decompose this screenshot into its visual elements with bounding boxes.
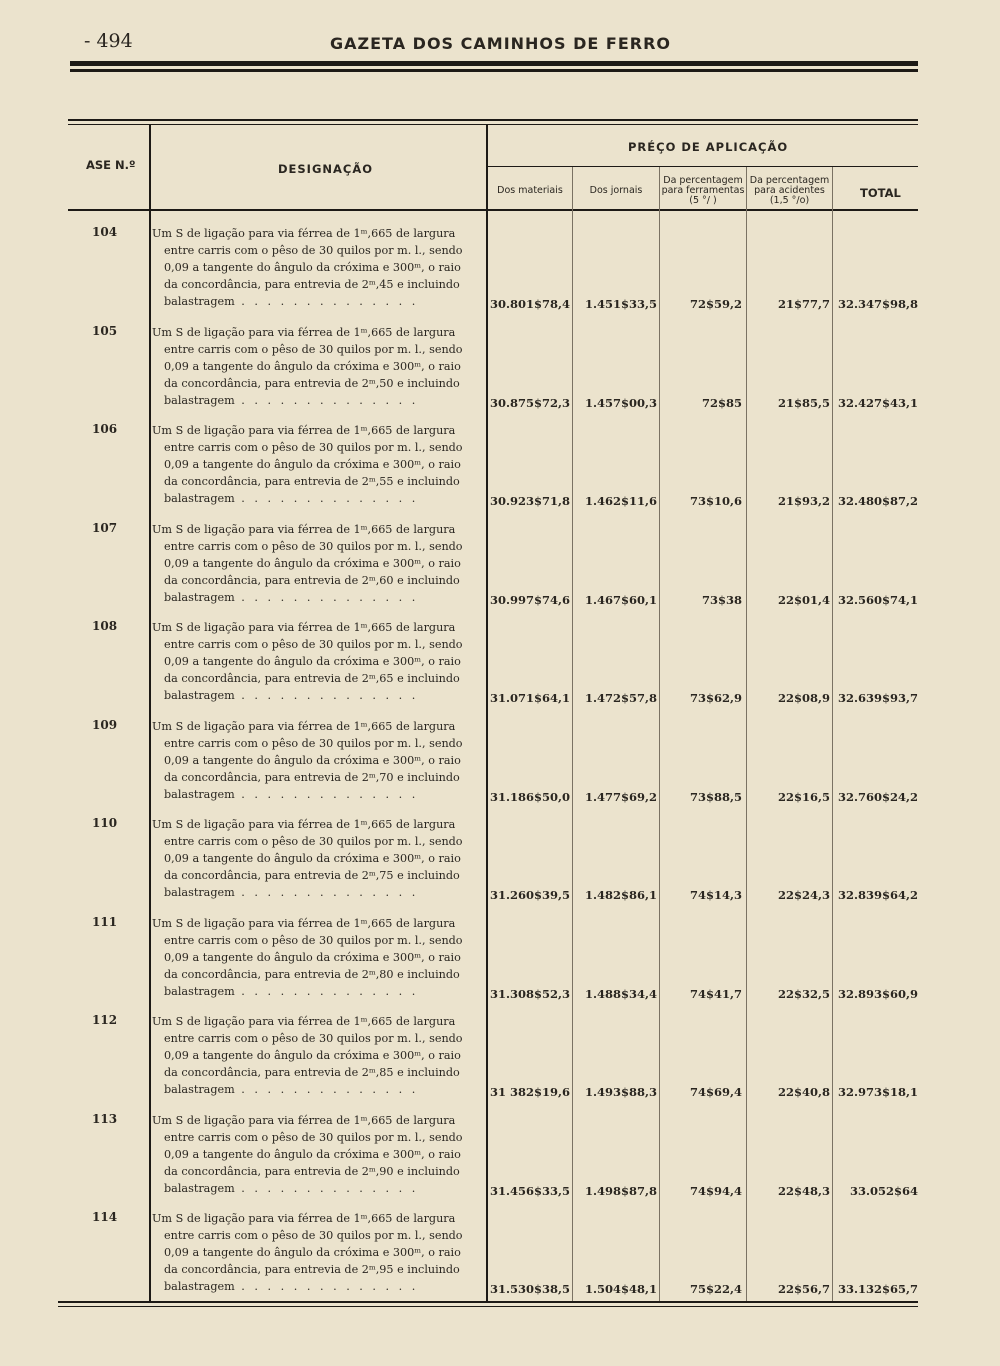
total-value: 32.427$43,1 [837,395,918,410]
tools-value: 73$88,5 [689,789,742,804]
header-wages: Dos jornais [589,185,643,196]
materials-value: 31.308$52,3 [489,986,570,1001]
total-value: 33.132$65,7 [837,1282,918,1296]
designation-last-line [152,1180,480,1197]
base-number: 108 [92,619,118,633]
designation-line: entre carris com o pêso de 30 quilos por m. l., sendo [164,933,463,947]
designation-line: da concordância, para entrevia de 2ᵐ,50 e incluindo [164,376,460,390]
accidents-value: 22$01,4 [777,592,830,607]
designation-line: 0,09 a tangente do ângulo da cróxima e 300ᵐ, o raio [164,655,461,668]
designation-last-line [152,293,480,310]
header-tools-line2: para ferramentas [661,185,745,196]
designation-line: entre carris com o pêso de 30 quilos por m. l., sendo [164,342,463,356]
header-bottom-rule [68,209,918,211]
designation-cell [152,1013,480,1098]
designation-line: balastragem [164,393,235,407]
designation-line: entre carris com o pêso de 30 quilos por m. l., sendo [164,736,463,750]
designation-line: 0,09 a tangente do ângulo da cróxima e 300ᵐ, o raio [164,852,461,865]
designation-line: 0,09 a tangente do ângulo da cróxima e 300ᵐ, o raio [164,556,461,570]
table-row [0,619,1000,717]
materials-value: 31 382$19,6 [489,1085,570,1099]
designation-line: 0,09 a tangente do ângulo da cróxima e 300ᵐ, o raio [164,753,461,767]
designation-last-line [152,490,480,507]
tools-value: 74$41,7 [689,986,742,1001]
accidents-value: 22$24,3 [777,888,830,902]
designation-line: entre carris com o pêso de 30 quilos por m. l., sendo [164,835,463,848]
designation-line: 0,09 a tangente do ângulo da cróxima e 300ᵐ, o raio [164,1147,461,1161]
journal-title: GAZETA DOS CAMINHOS DE FERRO [330,34,672,53]
tools-value: 72$59,2 [689,297,742,311]
wages-value: 1.451$33,5 [584,297,657,311]
accidents-value: 21$77,7 [777,297,830,311]
table-top-rule [68,119,918,121]
designation-line: balastragem [164,492,235,505]
accidents-value: 22$56,7 [777,1282,830,1296]
designation-line: Um S de ligação para via férrea de 1ᵐ,665 de largura [152,1212,456,1225]
designation-line: entre carris com o pêso de 30 quilos por m. l., sendo [164,1130,463,1144]
designation-last-line [152,687,480,704]
table-row [0,324,1000,422]
designation-line: entre carris com o pêso de 30 quilos por m. l., sendo [164,244,463,257]
materials-value: 30.875$72,3 [489,395,570,410]
base-number: 109 [92,717,118,732]
tools-value: 73$38 [701,592,742,607]
designation-line: Um S de ligação para via férrea de 1ᵐ,665 de largura [152,719,456,733]
designation-last-line [152,392,480,409]
designation-line: entre carris com o pêso de 30 quilos por m. l., sendo [164,638,463,651]
designation-cell [152,225,480,310]
header-accidents-line3: (1,5 °/o) [769,195,810,206]
base-number: 111 [92,914,118,929]
designation-line: Um S de ligação para via férrea de 1ᵐ,665 de largura [152,424,456,437]
header-materials: Dos materiais [497,185,563,196]
total-value: 32.839$64,2 [837,888,918,902]
designation-line: 0,09 a tangente do ângulo da cróxima e 300ᵐ, o raio [164,261,461,274]
total-value: 32.973$18,1 [837,1085,918,1099]
tools-value: 73$10,6 [689,494,742,508]
designation-cell [152,1210,480,1295]
designation-line: 0,09 a tangente do ângulo da cróxima e 300ᵐ, o raio [164,1049,461,1062]
dot-leader: . . . . . . . . . . . . . . [234,1280,419,1293]
table-row [0,816,1000,914]
designation-cell [152,324,480,409]
dot-leader: . . . . . . . . . . . . . . [234,689,419,702]
tools-value: 75$22,4 [689,1282,742,1296]
header-tools-line3: (5 °/ ) [689,195,717,206]
designation-line: Um S de ligação para via férrea de 1ᵐ,665 de largura [152,227,456,240]
total-value: 32.347$98,8 [837,297,918,311]
designation-last-line [152,983,480,1000]
header-tools [660,176,746,206]
designation-line: balastragem [164,787,235,801]
dot-leader: . . . . . . . . . . . . . . [234,393,419,407]
designation-line: entre carris com o pêso de 30 quilos por m. l., sendo [164,539,463,553]
wages-value: 1.472$57,8 [584,691,657,705]
designation-line: balastragem [164,689,235,702]
dot-leader: . . . . . . . . . . . . . . [234,984,419,998]
tools-value: 74$69,4 [689,1085,742,1099]
designation-line: da concordância, para entrevia de 2ᵐ,75 e incluindo [164,869,460,882]
base-number: 114 [92,1210,118,1224]
wages-value: 1.488$34,4 [584,986,657,1001]
designation-line: Um S de ligação para via férrea de 1ᵐ,665 de largura [152,818,456,831]
designation-line: Um S de ligação para via férrea de 1ᵐ,665 de largura [152,522,456,536]
materials-value: 30.923$71,8 [489,494,570,508]
wages-value: 1.457$00,3 [584,395,657,410]
designation-last-line [152,589,480,606]
wages-value: 1.462$11,6 [584,494,657,508]
accidents-value: 22$40,8 [777,1085,830,1099]
designation-line: da concordância, para entrevia de 2ᵐ,45 e incluindo [164,278,460,291]
accidents-value: 22$08,9 [777,691,830,705]
designation-line: da concordância, para entrevia de 2ᵐ,80 e incluindo [164,967,460,981]
accidents-value: 21$85,5 [777,395,830,410]
base-number: 107 [92,520,118,535]
designation-line: da concordância, para entrevia de 2ᵐ,70 e incluindo [164,770,460,784]
table-row [0,718,1000,816]
designation-line: balastragem [164,295,235,308]
designation-line: balastragem [164,984,235,998]
total-value: 32.480$87,2 [837,494,918,508]
dot-leader: . . . . . . . . . . . . . . [234,1083,419,1096]
designation-last-line [152,786,480,803]
header-designation: DESIGNAÇÃO [278,162,374,176]
designation-last-line [152,1081,480,1098]
table-row [0,1112,1000,1210]
dot-leader: . . . . . . . . . . . . . . [234,492,419,505]
base-number: 110 [92,816,118,830]
tools-value: 73$62,9 [689,691,742,705]
dot-leader: . . . . . . . . . . . . . . [234,886,419,899]
designation-line: entre carris com o pêso de 30 quilos por m. l., sendo [164,1229,463,1242]
materials-value: 30.801$78,4 [489,297,570,311]
dot-leader: . . . . . . . . . . . . . . [234,295,419,308]
materials-value: 31.260$39,5 [489,888,570,902]
designation-line: balastragem [164,590,235,604]
page-number: - 494 [84,30,133,52]
designation-cell [152,1112,480,1197]
header-tools-line1: Da percentagem [663,175,743,186]
designation-cell [152,422,480,507]
wages-value: 1.493$88,3 [584,1085,657,1099]
designation-line: 0,09 a tangente do ângulo da cróxima e 300ᵐ, o raio [164,950,461,964]
designation-line: balastragem [164,1181,235,1195]
table-row [0,1210,1000,1308]
designation-line: balastragem [164,886,235,899]
table-row [0,422,1000,520]
designation-cell [152,521,480,606]
designation-line: da concordância, para entrevia de 2ᵐ,65 e incluindo [164,672,460,685]
header-rule-thick [70,61,918,66]
base-number: 113 [92,1111,118,1126]
designation-line: Um S de ligação para via férrea de 1ᵐ,665 de largura [152,1015,456,1028]
table-top-rule-2 [68,124,918,125]
header-accidents-line2: para acidentes [754,185,825,196]
base-number: 104 [92,225,118,239]
designation-line: 0,09 a tangente do ângulo da cróxima e 300ᵐ, o raio [164,458,461,471]
header-price-group: PRÉÇO DE APLICAÇÃO [628,140,789,154]
designation-cell [152,816,480,901]
total-value: 33.052$64 [849,1183,918,1198]
total-value: 32.893$60,9 [837,986,918,1001]
materials-value: 31.530$38,5 [489,1282,570,1296]
wages-value: 1.504$48,1 [584,1282,657,1296]
base-number: 112 [92,1013,118,1027]
designation-cell [152,718,480,803]
header-base-number: ASE N.º [86,158,136,172]
designation-cell [152,619,480,704]
total-value: 32.760$24,2 [837,789,918,804]
wages-value: 1.482$86,1 [584,888,657,902]
table-row [0,1013,1000,1111]
designation-line: da concordância, para entrevia de 2ᵐ,90 e incluindo [164,1164,460,1178]
tools-value: 74$14,3 [689,888,742,902]
materials-value: 30.997$74,6 [489,592,570,607]
accidents-value: 21$93,2 [777,494,830,508]
tools-value: 74$94,4 [689,1183,742,1198]
table-row [0,915,1000,1013]
wages-value: 1.477$69,2 [584,789,657,804]
header-rule-thin [70,69,918,72]
materials-value: 31.186$50,0 [489,789,570,804]
designation-line: Um S de ligação para via férrea de 1ᵐ,665 de largura [152,916,456,930]
header-accidents-line1: Da percentagem [749,175,830,186]
price-group-underline [488,166,918,167]
designation-line: Um S de ligação para via férrea de 1ᵐ,665 de largura [152,621,456,634]
designation-line: balastragem [164,1083,235,1096]
designation-line: 0,09 a tangente do ângulo da cróxima e 300ᵐ, o raio [164,1246,461,1259]
designation-cell [152,915,480,1000]
designation-line: 0,09 a tangente do ângulo da cróxima e 300ᵐ, o raio [164,359,461,373]
dot-leader: . . . . . . . . . . . . . . [234,590,419,604]
designation-line: Um S de ligação para via férrea de 1ᵐ,665 de largura [152,1113,456,1127]
accidents-value: 22$48,3 [777,1183,830,1198]
dot-leader: . . . . . . . . . . . . . . [234,1181,419,1195]
dot-leader: . . . . . . . . . . . . . . [234,787,419,801]
materials-value: 31.071$64,1 [489,691,570,705]
wages-value: 1.498$87,8 [584,1183,657,1198]
designation-last-line [152,1278,480,1295]
designation-last-line [152,884,480,901]
base-number: 106 [92,422,118,436]
total-value: 32.639$93,7 [837,691,918,705]
accidents-value: 22$16,5 [777,789,830,804]
header-total: TOTAL [860,186,901,200]
header-accidents [747,176,832,206]
designation-line: entre carris com o pêso de 30 quilos por m. l., sendo [164,441,463,454]
wages-value: 1.467$60,1 [584,592,657,607]
tools-value: 72$85 [701,395,742,410]
total-value: 32.560$74,1 [837,592,918,607]
designation-line: da concordância, para entrevia de 2ᵐ,95 e incluindo [164,1263,460,1276]
designation-line: balastragem [164,1280,235,1293]
designation-line: entre carris com o pêso de 30 quilos por m. l., sendo [164,1032,463,1045]
designation-line: da concordância, para entrevia de 2ᵐ,60 e incluindo [164,573,460,587]
designation-line: Um S de ligação para via férrea de 1ᵐ,665 de largura [152,325,456,339]
table-row [0,521,1000,619]
designation-line: da concordância, para entrevia de 2ᵐ,55 e incluindo [164,475,460,488]
materials-value: 31.456$33,5 [489,1183,570,1198]
base-number: 105 [92,323,118,338]
designation-line: da concordância, para entrevia de 2ᵐ,85 e incluindo [164,1066,460,1079]
accidents-value: 22$32,5 [777,986,830,1001]
table-row [0,225,1000,323]
